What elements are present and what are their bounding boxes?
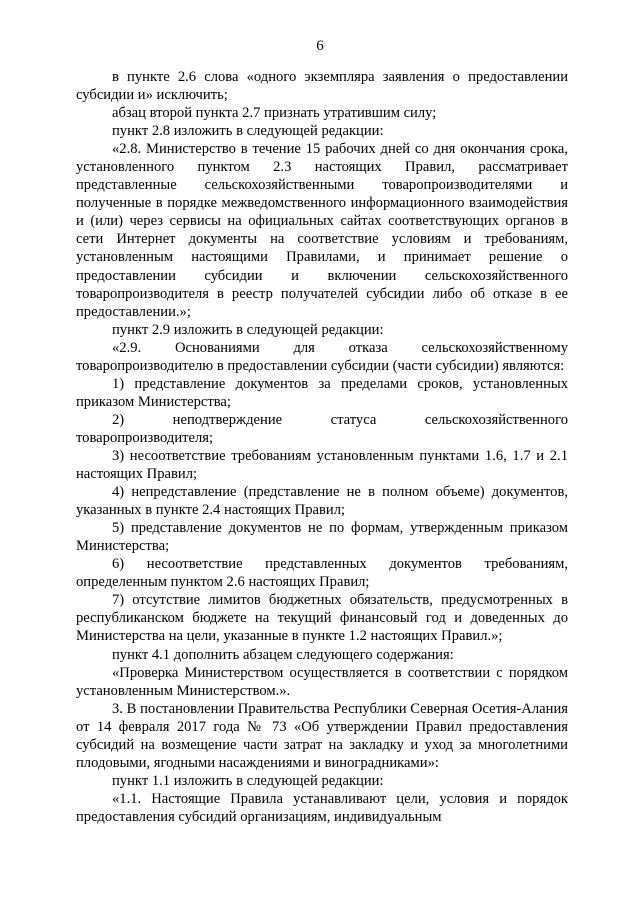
paragraph: пункт 2.9 изложить в следующей редакции: — [112, 321, 384, 338]
paragraph: «2.8. Министерство в течение 15 рабочих дней со дня окончания срока, установленного пунктом 2.3 настоящих Правил, рассматривает представленные сельскохозяйственными товаропроизводителями и полученные в порядке межведомственного информационного взаимодействия и (или) через сервисы на официальных сайтах соответствующих органов в сети Интернет документы на соответствие условиям и требованиям, установленным настоящими Правилами, и принимает решение о предоставлении субсидии и включении сельскохозяйственного товаропроизводителя в реестр получателей субсидии либо об отказе в ее предоставлении.»; — [76, 141, 568, 320]
document-body — [76, 68, 568, 826]
paragraph: «1.1. Настоящие Правила устанавливают цели, условия и порядок предоставления субсидий организациям, индивидуальным — [76, 790, 568, 825]
paragraph: в пункте 2.6 слова «одного экземпляра заявления о предоставлении субсидии и» исключить; — [76, 69, 568, 104]
page-number: 6 — [316, 38, 324, 54]
paragraph: «Проверка Министерством осуществляется в соответствии с порядком установленным Министерством.». — [76, 664, 568, 699]
paragraph: 1) представление документов за пределами сроков, установленных приказом Министерства; — [76, 375, 568, 410]
paragraph: пункт 2.8 изложить в следующей редакции: — [112, 123, 384, 140]
paragraph: 4) непредставление (представление не в полном объеме) документов, указанных в пункте 2.4 настоящих Правил; — [76, 484, 568, 519]
paragraph: 3) несоответствие требованиям установленным пунктами 1.6, 1.7 и 2.1 настоящих Правил; — [76, 447, 568, 483]
paragraph: 2) неподтверждение статуса сельскохозяйственного товаропроизводителя; — [76, 411, 568, 446]
paragraph: пункт 4.1 дополнить абзацем следующего содержания: — [112, 646, 454, 663]
paragraph: абзац второй пункта 2.7 признать утратившим силу; — [112, 105, 437, 122]
paragraph: 5) представление документов не по формам, утвержденным приказом Министерства; — [76, 520, 568, 555]
paragraph: 3. В постановлении Правительства Республики Северная Осетия-Алания от 14 февраля 2017 года № 73 «Об утверждении Правил предоставления субсидий на возмещение части затрат на закладку и уход за многолетними плодовыми, ягодными насаждениями и виноградниками»: — [76, 700, 568, 771]
paragraph: «2.9. Основаниями для отказа сельскохозяйственному товаропроизводителю в предоставлении субсидии (части субсидии) являются: — [76, 339, 568, 374]
paragraph: пункт 1.1 изложить в следующей редакции: — [112, 772, 384, 789]
paragraph: 7) отсутствие лимитов бюджетных обязательств, предусмотренных в республиканском бюджете на текущий финансовый год и доведенных до Министерства на цели, указанные в пункте 1.2 настоящих Правил.»; — [76, 592, 568, 645]
paragraph: 6) несоответствие представленных документов требованиям, определенным пунктом 2.6 настоящих Правил; — [76, 556, 568, 591]
